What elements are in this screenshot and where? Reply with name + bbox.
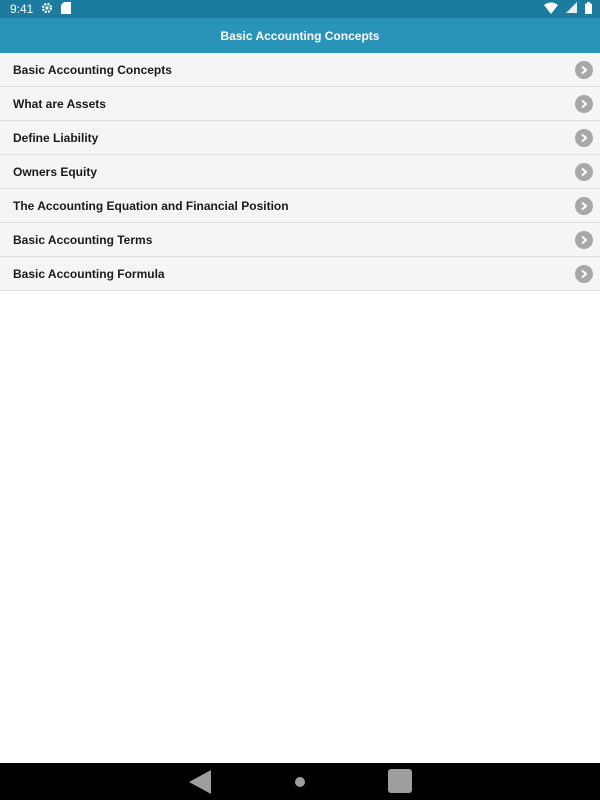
app-bar [0,18,600,53]
sd-card-icon [61,2,71,17]
chevron-right-icon [575,231,593,249]
chevron-right-icon [575,197,593,215]
status-bar [0,0,600,18]
home-icon[interactable] [295,777,305,787]
list-item-label: Basic Accounting Concepts [13,62,172,77]
list-item-label: The Accounting Equation and Financial Position [13,198,289,213]
list-item[interactable] [0,257,600,291]
list-item-label: Owners Equity [13,164,98,179]
list-item[interactable] [0,189,600,223]
chevron-right-icon [575,129,593,147]
list-item[interactable] [0,121,600,155]
chevron-right-icon [575,265,593,283]
status-right [544,2,592,17]
battery-icon [585,2,592,17]
list-item[interactable] [0,87,600,121]
back-icon[interactable] [187,769,213,800]
navigation-bar [0,763,600,800]
status-left [10,2,71,17]
gear-icon [41,2,53,17]
list-item-label: Define Liability [13,130,99,145]
chevron-right-icon [575,61,593,79]
list-item[interactable] [0,223,600,257]
wifi-icon [544,2,558,17]
status-time: 9:41 [10,2,34,16]
list-item-label: Basic Accounting Terms [13,232,153,247]
list-item[interactable] [0,155,600,189]
list-item-label: Basic Accounting Formula [13,266,165,281]
signal-icon [566,2,577,16]
list-item[interactable] [0,53,600,87]
list-item-label: What are Assets [13,96,106,111]
page-title: Basic Accounting Concepts [220,28,380,43]
topic-list [0,53,600,291]
recents-icon[interactable] [388,769,412,793]
chevron-right-icon [575,163,593,181]
chevron-right-icon [575,95,593,113]
